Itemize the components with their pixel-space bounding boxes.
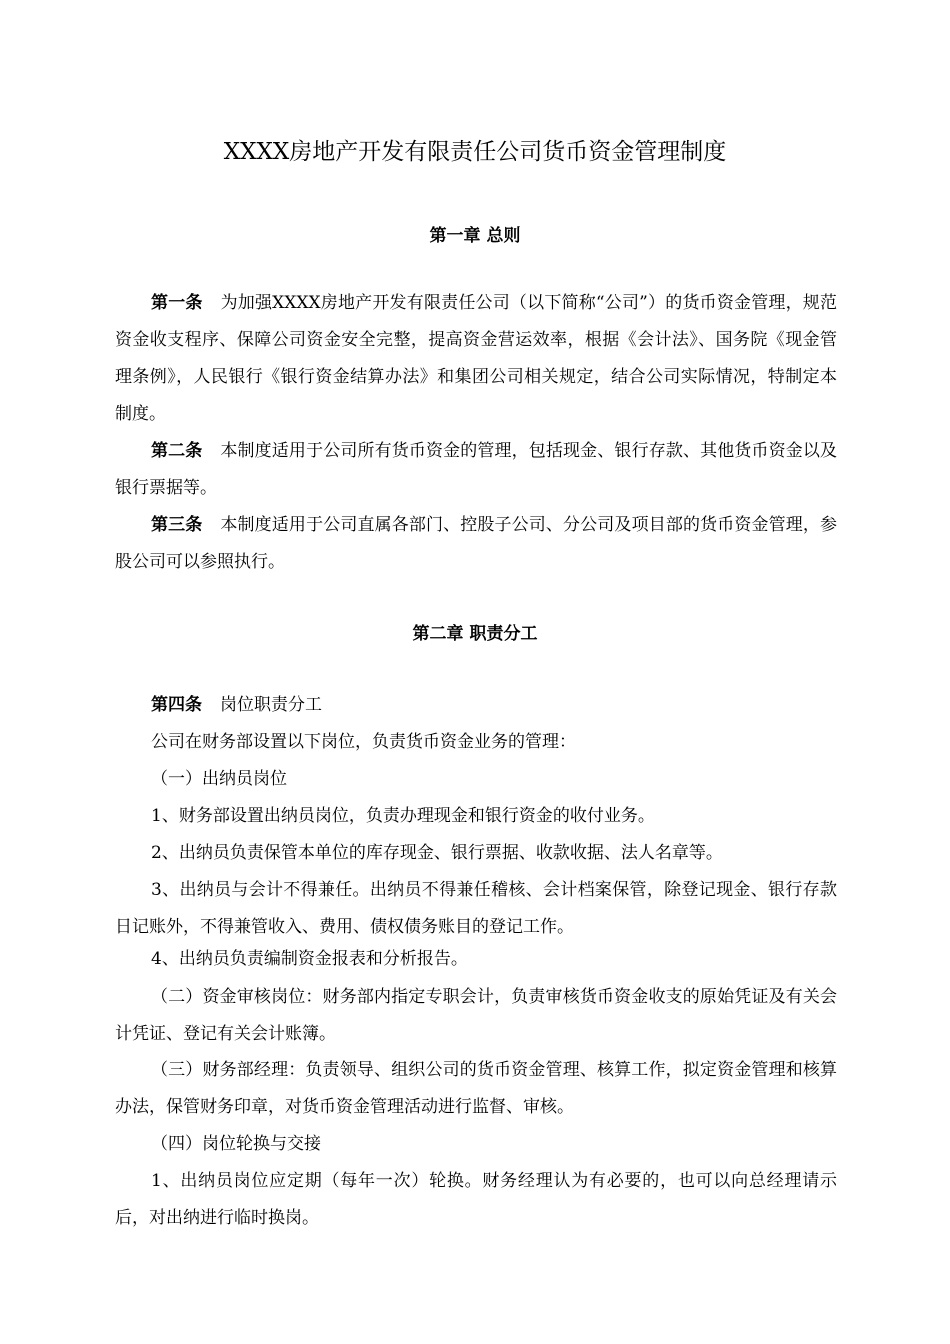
- body-paragraph: （一）出纳员岗位: [151, 769, 287, 789]
- body-paragraph: 4、出纳员负责编制资金报表和分析报告。: [151, 949, 468, 969]
- article-number: 第一条: [151, 293, 203, 313]
- body-paragraph: 公司在财务部设置以下岗位，负责货币资金业务的管理：: [151, 732, 576, 752]
- article-text: 本制度适用于公司直属各部门、控股子公司、分公司及项目部的货币资金管理，参股公司可以参照执行。: [115, 515, 838, 572]
- article-paragraph: [115, 507, 837, 581]
- article-number: 第三条: [151, 515, 203, 535]
- body-paragraph: 1、出纳员岗位应定期（每年一次）轮换。财务经理认为有必要的，也可以向总经理请示后，对出纳进行临时换岗。: [115, 1171, 837, 1228]
- article-paragraph: [115, 433, 837, 507]
- article-text: 为加强XXXX房地产开发有限责任公司（以下简称“公司”）的货币资金管理，规范资金收支程序、保障公司资金安全完整，提高资金营运效率，根据《会计法》、国务院《现金管理条例》，人民银行《银行资金结算办法》和集团公司相关规定，结合公司实际情况，特制定本制度。: [115, 293, 838, 424]
- article-number: 第二条: [151, 441, 203, 461]
- article-text: 岗位职责分工: [220, 695, 322, 715]
- body-paragraph: 2、出纳员负责保管本单位的库存现金、银行票据、收款收据、法人名章等。: [151, 843, 723, 863]
- article-text: 本制度适用于公司所有货币资金的管理，包括现金、银行存款、其他货币资金以及银行票据等。: [115, 441, 838, 498]
- body-paragraph: 3、出纳员与会计不得兼任。出纳员不得兼任稽核、会计档案保管，除登记现金、银行存款日记账外，不得兼管收入、费用、债权债务账目的登记工作。: [115, 880, 837, 937]
- chapter-heading: 第一章 总则: [429, 226, 521, 246]
- body-paragraph: （二）资金审核岗位：财务部内指定专职会计，负责审核货币资金收支的原始凭证及有关会计凭证、登记有关会计账簿。: [115, 987, 837, 1044]
- body-paragraph: （四）岗位轮换与交接: [151, 1134, 321, 1154]
- body-paragraph: （三）财务部经理：负责领导、组织公司的货币资金管理、核算工作，拟定资金管理和核算办法，保管财务印章，对货币资金管理活动进行监督、审核。: [115, 1060, 837, 1117]
- article-paragraph: [115, 687, 837, 724]
- article-paragraph: [115, 285, 837, 433]
- chapter-heading: 第二章 职责分工: [412, 624, 538, 644]
- body-paragraph: 1、财务部设置出纳员岗位，负责办理现金和银行资金的收付业务。: [151, 806, 655, 826]
- document-title: XXXX房地产开发有限责任公司货币资金管理制度: [223, 139, 727, 165]
- article-number: 第四条: [151, 695, 202, 715]
